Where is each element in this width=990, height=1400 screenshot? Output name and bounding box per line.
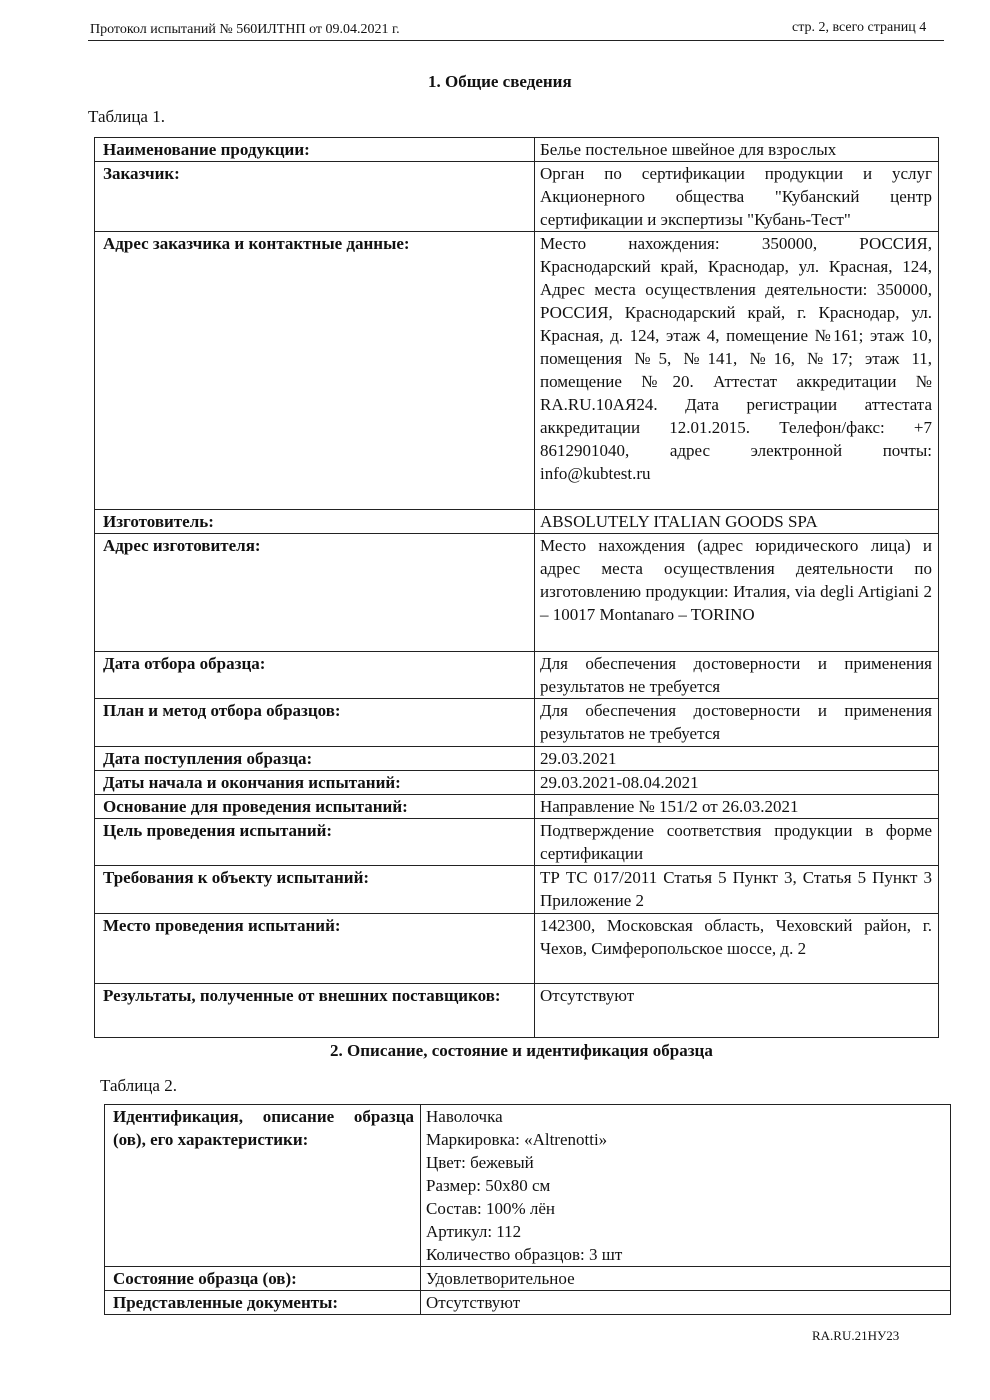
- row-label: Адрес изготовителя:: [95, 534, 535, 652]
- sample-marking: Маркировка: «Altrenotti»: [426, 1130, 608, 1149]
- row-value: Для обеспечения достоверности и применения результатов не требуется: [535, 699, 939, 747]
- table-row: [95, 534, 939, 652]
- row-value: Отсутствуют: [535, 984, 939, 1038]
- row-value: Место нахождения (адрес юридического лица) и адрес места осуществления деятельности по изготовлению продукции: Италия, via degli Artigiani 2 – 10017 Montanaro – TORINO: [535, 534, 939, 652]
- table-row: [95, 138, 939, 162]
- row-label: Наименование продукции:: [95, 138, 535, 162]
- table-row: [95, 819, 939, 866]
- row-label: Основание для проведения испытаний:: [95, 795, 535, 819]
- table-row: [95, 866, 939, 914]
- row-label: Представленные документы:: [105, 1291, 421, 1315]
- table-row: [95, 771, 939, 795]
- table-row: [95, 984, 939, 1038]
- table-2-label: Таблица 2.: [100, 1076, 177, 1095]
- footer-accreditation-code: RA.RU.21НУ23: [812, 1328, 900, 1343]
- row-value: 142300, Московская область, Чеховский район, г. Чехов, Симферопольское шоссе, д. 2: [535, 914, 939, 984]
- section-2-title: 2. Описание, состояние и идентификация образца: [330, 1041, 713, 1060]
- sample-name: Наволочка: [426, 1107, 503, 1126]
- row-value: [421, 1105, 951, 1267]
- header-divider: [88, 40, 944, 41]
- table-general-info: [94, 137, 939, 1038]
- row-label: Состояние образца (ов):: [105, 1267, 421, 1291]
- sample-article: Артикул: 112: [426, 1222, 522, 1241]
- row-label: План и метод отбора образцов:: [95, 699, 535, 747]
- row-label: Дата отбора образца:: [95, 652, 535, 699]
- row-value: ABSOLUTELY ITALIAN GOODS SPA: [535, 510, 939, 534]
- row-value: Удовлетворительное: [421, 1267, 951, 1291]
- row-value: Белье постельное швейное для взрослых: [535, 138, 939, 162]
- row-label: Идентификация, описание образца (ов), его характеристики:: [105, 1105, 421, 1267]
- row-label: Адрес заказчика и контактные данные:: [95, 232, 535, 510]
- row-value: Подтверждение соответствия продукции в форме сертификации: [535, 819, 939, 866]
- row-value: 29.03.2021: [535, 747, 939, 771]
- row-label: Результаты, полученные от внешних поставщиков:: [95, 984, 535, 1038]
- row-label: Требования к объекту испытаний:: [95, 866, 535, 914]
- header-protocol-title: Протокол испытаний № 560ИЛТНП от 09.04.2021 г.: [90, 22, 400, 37]
- row-value: Орган по сертификации продукции и услуг Акционерного общества "Кубанский центр сертификации и экспертизы "Кубань-Тест": [535, 162, 939, 232]
- row-value: ТР ТС 017/2011 Статья 5 Пункт 3, Статья 5 Пункт 3 Приложение 2: [535, 866, 939, 914]
- header-page-counter: стр. 2, всего страниц 4: [792, 20, 927, 35]
- table-row: [95, 510, 939, 534]
- table-row: [105, 1267, 951, 1291]
- table-sample-description: [104, 1104, 951, 1315]
- sample-composition: Состав: 100% лён: [426, 1199, 556, 1218]
- row-label: Дата поступления образца:: [95, 747, 535, 771]
- sample-color: Цвет: бежевый: [426, 1153, 534, 1172]
- section-1-title: 1. Общие сведения: [428, 72, 572, 91]
- table-row: [95, 795, 939, 819]
- sample-quantity: Количество образцов: 3 шт: [426, 1245, 623, 1264]
- sample-size: Размер: 50х80 см: [426, 1176, 551, 1195]
- table-row: [95, 914, 939, 984]
- row-label: Изготовитель:: [95, 510, 535, 534]
- row-value: Для обеспечения достоверности и применения результатов не требуется: [535, 652, 939, 699]
- row-value: Отсутствуют: [421, 1291, 951, 1315]
- row-label: Даты начала и окончания испытаний:: [95, 771, 535, 795]
- row-label: Место проведения испытаний:: [95, 914, 535, 984]
- table-row: [95, 652, 939, 699]
- table-row: [95, 699, 939, 747]
- row-label: Заказчик:: [95, 162, 535, 232]
- row-label: Цель проведения испытаний:: [95, 819, 535, 866]
- row-value: 29.03.2021-08.04.2021: [535, 771, 939, 795]
- row-value: Направление № 151/2 от 26.03.2021: [535, 795, 939, 819]
- table-row: [105, 1291, 951, 1315]
- table-row: [95, 162, 939, 232]
- table-row: [105, 1105, 951, 1267]
- table-1-label: Таблица 1.: [88, 107, 165, 126]
- table-row: [95, 232, 939, 510]
- table-row: [95, 747, 939, 771]
- row-value: Место нахождения: 350000, РОССИЯ, Краснодарский край, Краснодар, ул. Красная, 124, Адрес места осуществления деятельности: 350000, РОССИЯ, Краснодарский край, г. Краснодар, ул. Красная, д. 124, этаж 4, помещение №161; этаж 10, помещения №5, №141, №16, №17; этаж 11, помещение №20. Аттестат аккредитации № RA.RU.10АЯ24. Дата регистрации аттестата аккредитации 12.01.2015. Телефон/факс: +7 8612901040, адрес электронной почты: info@kubtest.ru: [535, 232, 939, 510]
